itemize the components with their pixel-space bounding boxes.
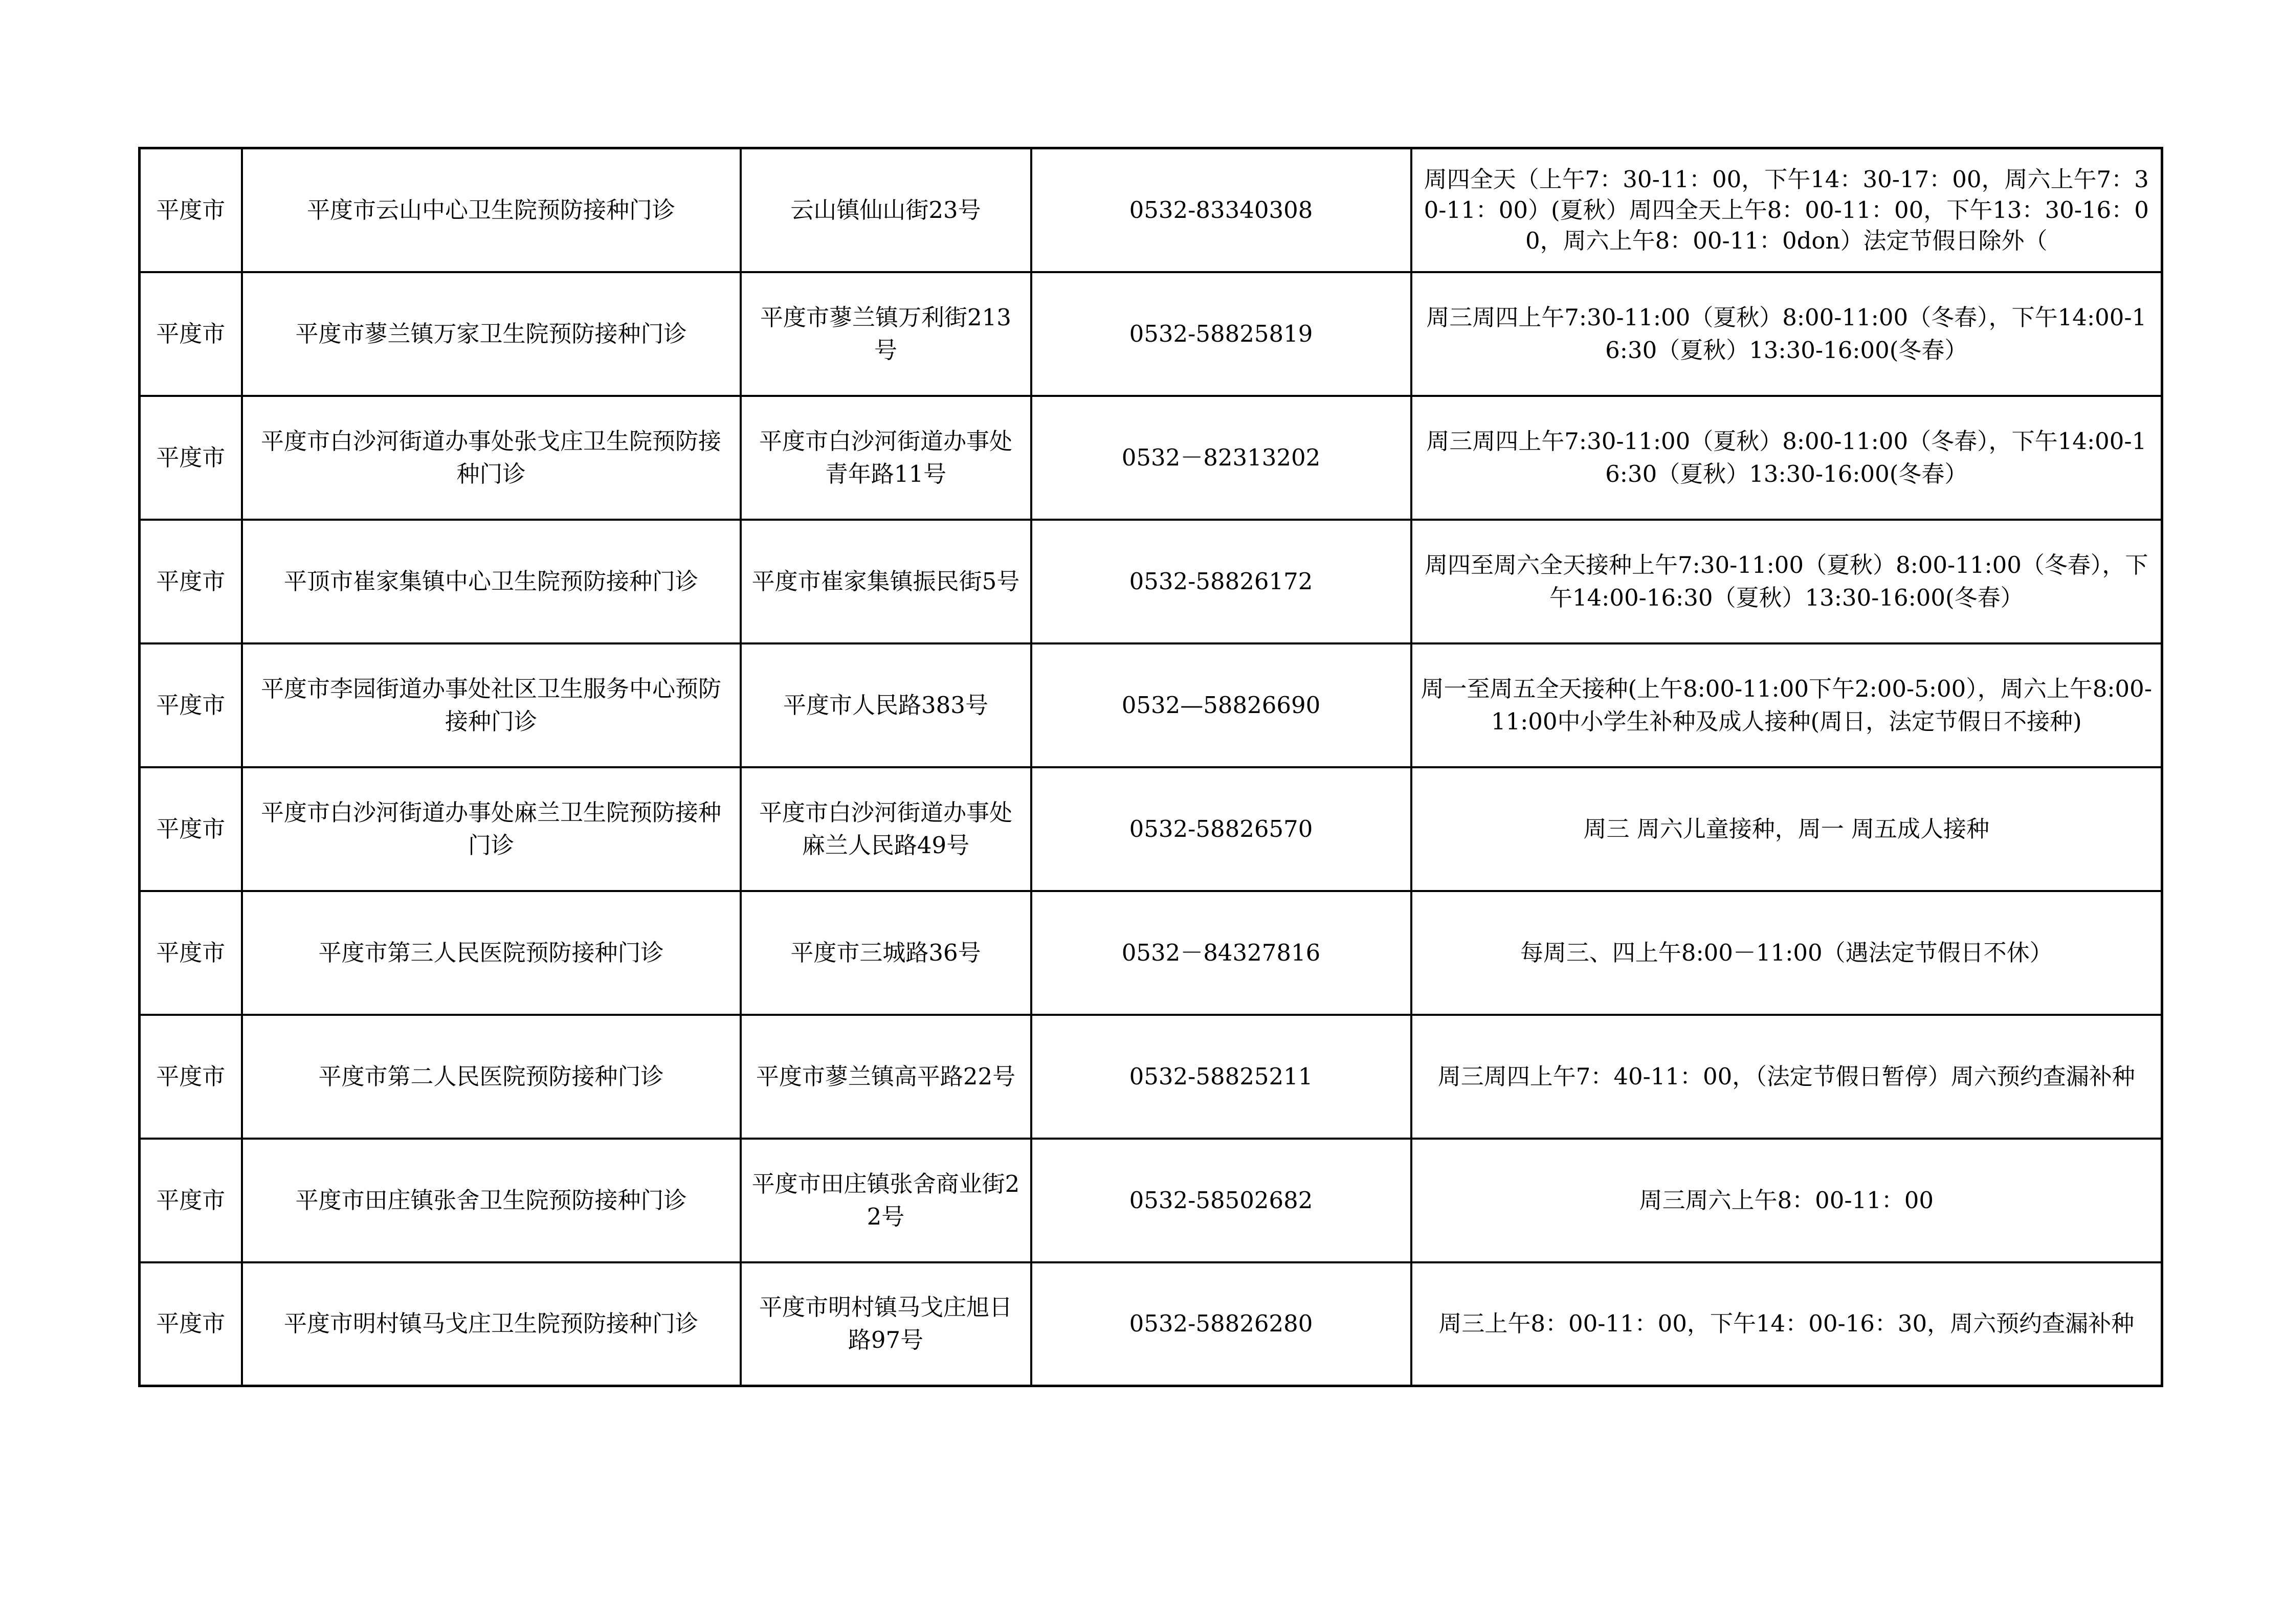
city-cell: 平度市 — [140, 1139, 242, 1262]
phone-cell: 0532—58826690 — [1031, 643, 1411, 767]
service-hours-cell: 周四全天（上午7：30-11：00，下午14：30-17：00，周六上午7：30-11：00）(夏秋）周四全天上午8：00-11：00，下午13：30-16：00，周六上午8：00-11：0don）法定节假日除外（ — [1411, 148, 2162, 272]
table-row — [140, 1015, 2162, 1139]
address-cell: 平度市明村镇马戈庄旭日路97号 — [741, 1262, 1031, 1386]
address-cell: 平度市白沙河街道办事处麻兰人民路49号 — [741, 767, 1031, 891]
clinic-name-cell: 平度市云山中心卫生院预防接种门诊 — [242, 148, 741, 272]
service-hours-cell: 周三周四上午7:30-11:00（夏秋）8:00-11:00（冬春），下午14:00-16:30（夏秋）13:30-16:00(冬春） — [1411, 396, 2162, 520]
vaccination-clinic-table — [138, 147, 2163, 1387]
city-cell: 平度市 — [140, 272, 242, 396]
service-hours-cell: 周三 周六儿童接种，周一 周五成人接种 — [1411, 767, 2162, 891]
city-cell: 平度市 — [140, 891, 242, 1015]
table-row — [140, 272, 2162, 396]
phone-cell: 0532-58825819 — [1031, 272, 1411, 396]
table-row — [140, 148, 2162, 272]
table-row — [140, 767, 2162, 891]
address-cell: 平度市蓼兰镇高平路22号 — [741, 1015, 1031, 1139]
clinic-name-cell: 平度市田庄镇张舍卫生院预防接种门诊 — [242, 1139, 741, 1262]
service-hours-cell: 周一至周五全天接种(上午8:00-11:00下午2:00-5:00），周六上午8:00-11:00中小学生补种及成人接种(周日，法定节假日不接种) — [1411, 643, 2162, 767]
phone-cell: 0532-58825211 — [1031, 1015, 1411, 1139]
clinic-name-cell: 平顶市崔家集镇中心卫生院预防接种门诊 — [242, 520, 741, 643]
table-row — [140, 643, 2162, 767]
address-cell: 平度市蓼兰镇万利街213号 — [741, 272, 1031, 396]
address-cell: 平度市田庄镇张舍商业街22号 — [741, 1139, 1031, 1262]
clinic-name-cell: 平度市李园街道办事处社区卫生服务中心预防接种门诊 — [242, 643, 741, 767]
city-cell: 平度市 — [140, 1262, 242, 1386]
service-hours-cell: 每周三、四上午8:00－11:00（遇法定节假日不休） — [1411, 891, 2162, 1015]
clinic-name-cell: 平度市白沙河街道办事处麻兰卫生院预防接种门诊 — [242, 767, 741, 891]
clinic-name-cell: 平度市明村镇马戈庄卫生院预防接种门诊 — [242, 1262, 741, 1386]
spreadsheet-page — [138, 147, 2161, 1387]
city-cell: 平度市 — [140, 148, 242, 272]
service-hours-cell: 周三周四上午7:30-11:00（夏秋）8:00-11:00（冬春），下午14:00-16:30（夏秋）13:30-16:00(冬春） — [1411, 272, 2162, 396]
address-cell: 平度市三城路36号 — [741, 891, 1031, 1015]
phone-cell: 0532-58826280 — [1031, 1262, 1411, 1386]
service-hours-cell: 周四至周六全天接种上午7:30-11:00（夏秋）8:00-11:00（冬春），下午14:00-16:30（夏秋）13:30-16:00(冬春） — [1411, 520, 2162, 643]
clinic-name-cell: 平度市第三人民医院预防接种门诊 — [242, 891, 741, 1015]
address-cell: 平度市人民路383号 — [741, 643, 1031, 767]
table-row — [140, 1139, 2162, 1262]
city-cell: 平度市 — [140, 520, 242, 643]
phone-cell: 0532-58502682 — [1031, 1139, 1411, 1262]
clinic-name-cell: 平度市第二人民医院预防接种门诊 — [242, 1015, 741, 1139]
service-hours-cell: 周三周四上午7：40-11：00，（法定节假日暂停）周六预约查漏补种 — [1411, 1015, 2162, 1139]
phone-cell: 0532-58826570 — [1031, 767, 1411, 891]
phone-cell: 0532－84327816 — [1031, 891, 1411, 1015]
phone-cell: 0532－82313202 — [1031, 396, 1411, 520]
phone-cell: 0532-83340308 — [1031, 148, 1411, 272]
table-row — [140, 891, 2162, 1015]
address-cell: 平度市崔家集镇振民街5号 — [741, 520, 1031, 643]
table-row — [140, 396, 2162, 520]
service-hours-cell: 周三周六上午8：00-11：00 — [1411, 1139, 2162, 1262]
service-hours-cell: 周三上午8：00-11：00，下午14：00-16：30，周六预约查漏补种 — [1411, 1262, 2162, 1386]
clinic-name-cell: 平度市蓼兰镇万家卫生院预防接种门诊 — [242, 272, 741, 396]
city-cell: 平度市 — [140, 1015, 242, 1139]
table-row — [140, 520, 2162, 643]
city-cell: 平度市 — [140, 767, 242, 891]
table-row — [140, 1262, 2162, 1386]
address-cell: 云山镇仙山街23号 — [741, 148, 1031, 272]
city-cell: 平度市 — [140, 396, 242, 520]
clinic-name-cell: 平度市白沙河街道办事处张戈庄卫生院预防接种门诊 — [242, 396, 741, 520]
phone-cell: 0532-58826172 — [1031, 520, 1411, 643]
address-cell: 平度市白沙河街道办事处青年路11号 — [741, 396, 1031, 520]
city-cell: 平度市 — [140, 643, 242, 767]
